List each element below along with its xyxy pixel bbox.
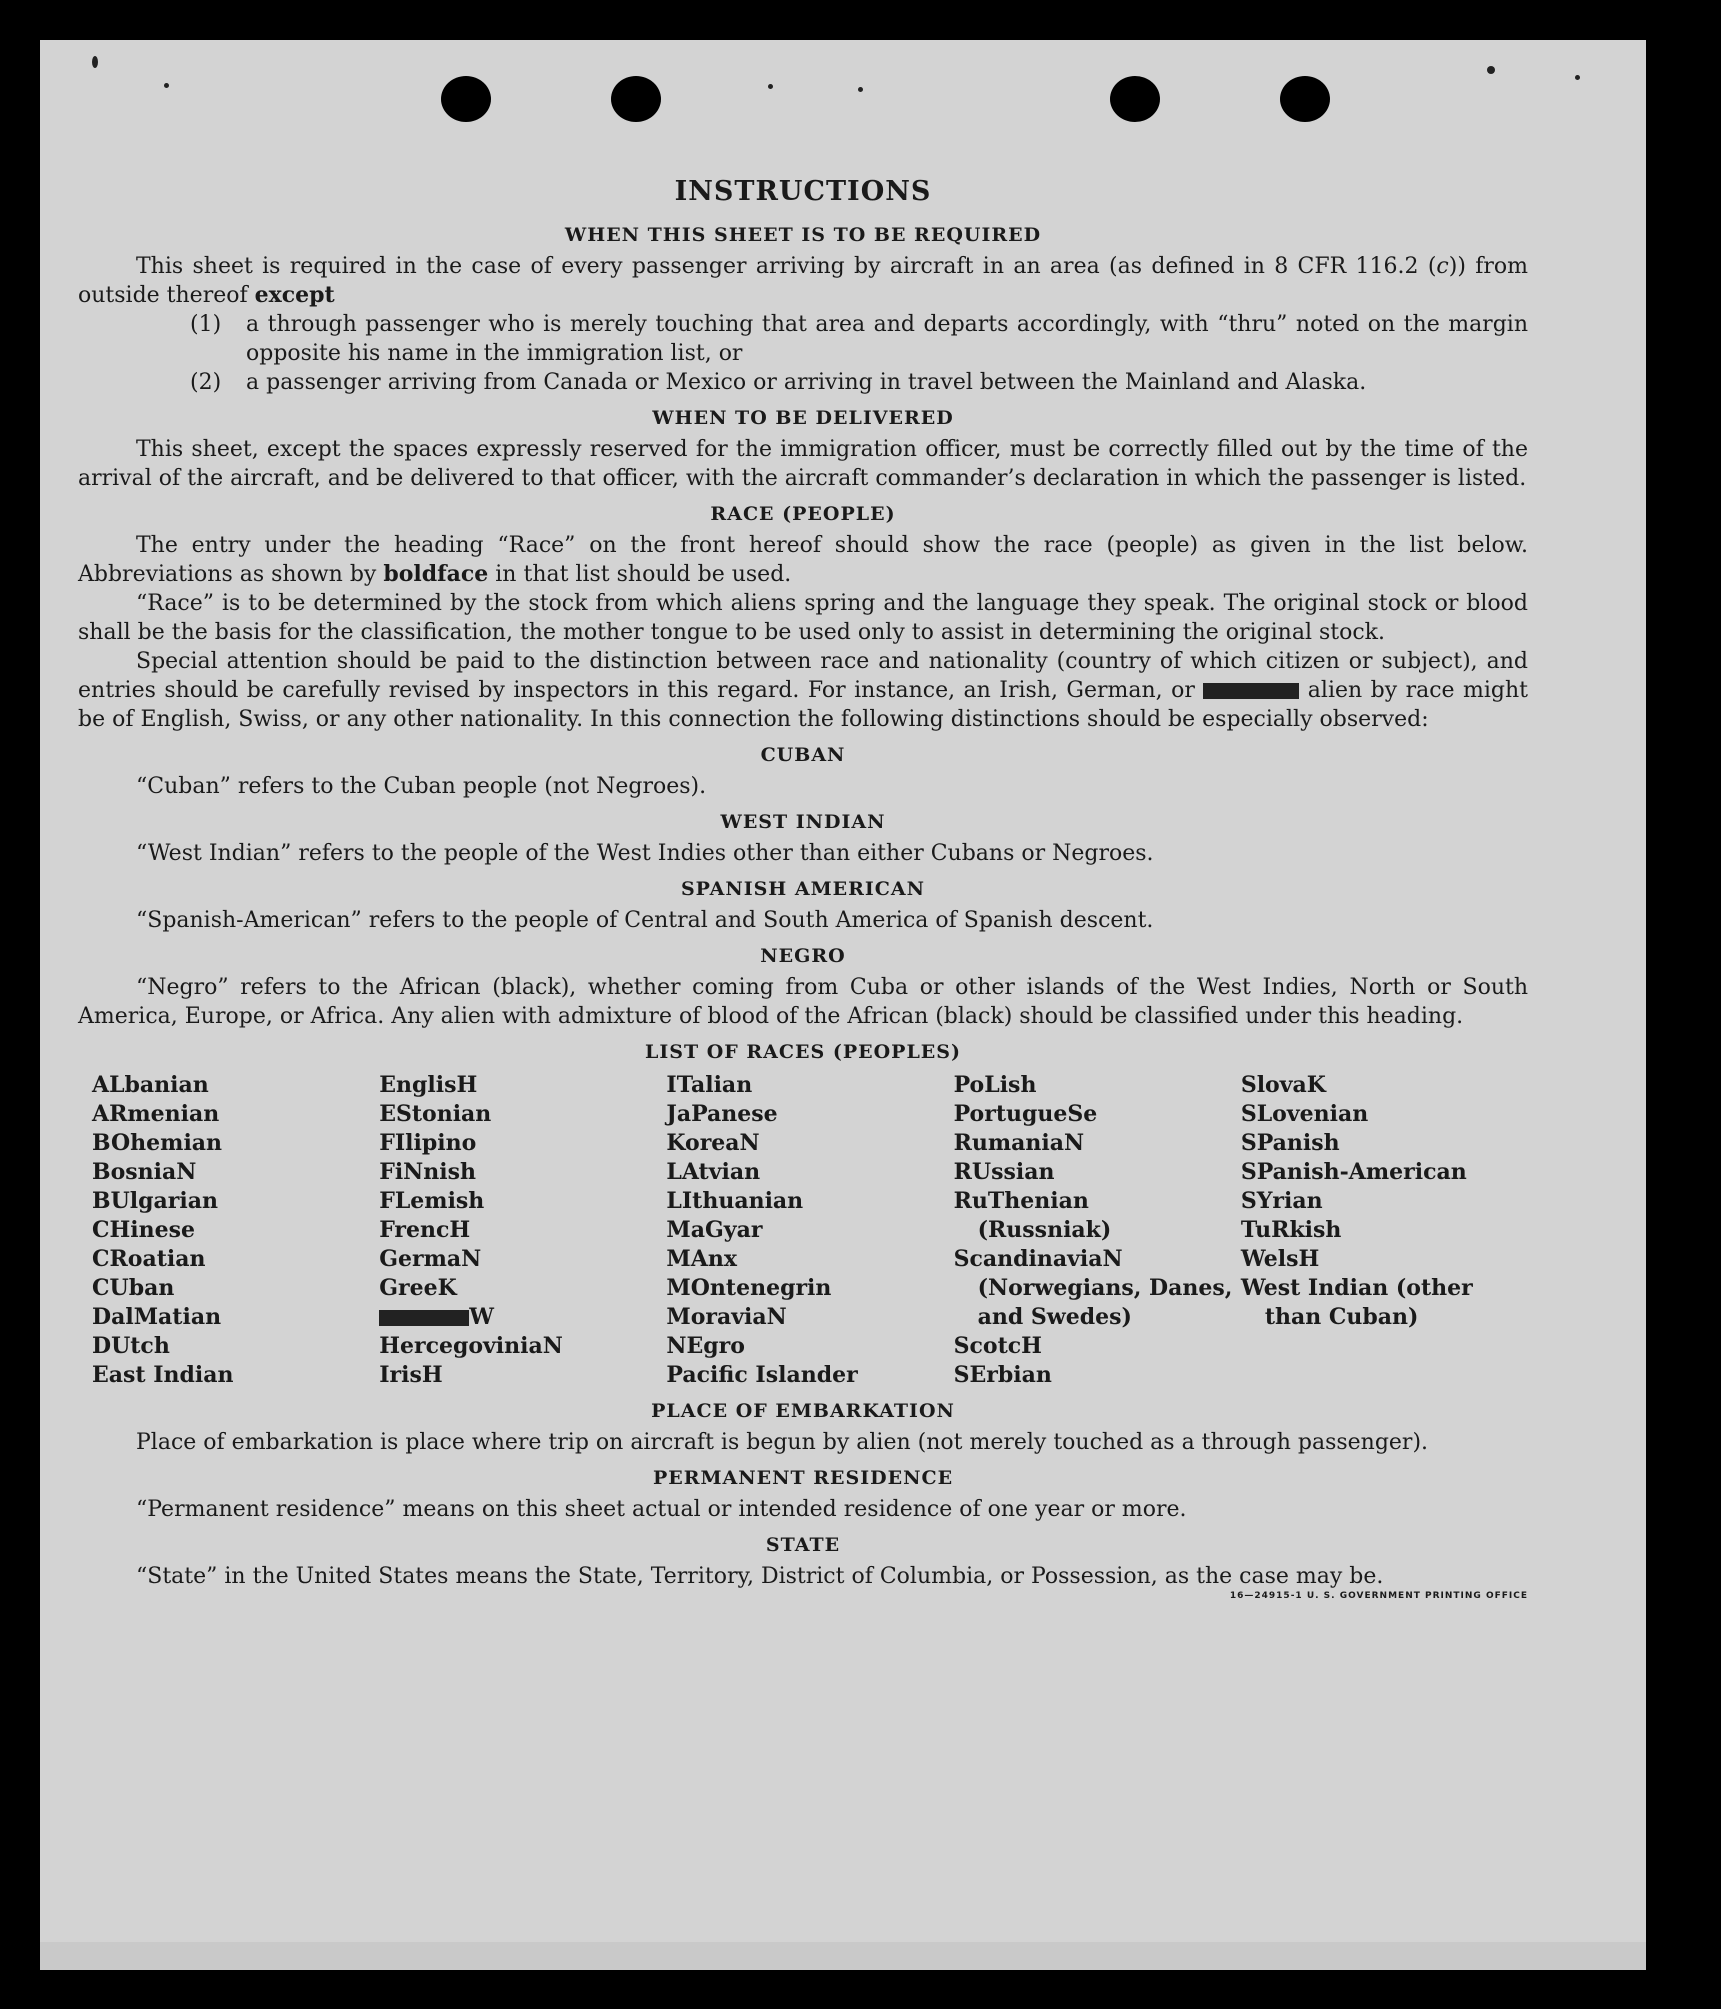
race-entry: RumaniaN: [953, 1130, 1085, 1156]
section-heading-delivered: WHEN TO BE DELIVERED: [652, 407, 954, 429]
race-entry: RUssian: [953, 1159, 1055, 1185]
section-heading-residence: PERMANENT RESIDENCE: [652, 1467, 954, 1489]
race-entry: SlovaK: [1240, 1072, 1326, 1098]
race-entry: JaPanese: [666, 1101, 778, 1127]
race-entry: WelsH: [1240, 1246, 1320, 1272]
race-text: Special attention should be paid to the distinction between race and nationality (country of which citizen or subject), and entries should be carefully revised by inspectors in this regard. For instance, an Irish, German, or: [78, 649, 1528, 703]
redaction-mark: [379, 1310, 469, 1326]
item-text: a passenger arriving from Canada or Mexico or arriving in travel between the Mainland and Alaska.: [246, 370, 1367, 395]
race-entry: DUtch: [92, 1333, 170, 1359]
race-entry: CHinese: [92, 1217, 196, 1243]
race-entry: MoraviaN: [666, 1304, 787, 1330]
race-entry: DalMatian: [92, 1304, 222, 1330]
item-text: a through passenger who is merely touching that area and departs accordingly, with “thru” noted on the margin opposite his name in the immigration list, or: [246, 312, 1528, 366]
intro-italic: c: [1436, 254, 1449, 279]
race-paragraph: “Race” is to be determined by the stock from which aliens spring and the language they speak. The original stock or blood shall be the basis for the classification, the mother tongue to be used only to assist in determining the original stock.: [78, 591, 1528, 645]
race-entry: FIlipino: [379, 1130, 477, 1156]
ink-speck: [92, 56, 98, 68]
race-entry: BosniaN: [92, 1159, 197, 1185]
section-heading-spanish-american: SPANISH AMERICAN: [680, 878, 926, 900]
race-entry: TuRkish: [1240, 1217, 1342, 1243]
race-text: in that list should be used.: [488, 562, 792, 587]
race-entry: FrencH: [379, 1217, 471, 1243]
race-entry: EStonian: [379, 1101, 492, 1127]
race-entry: KoreaN: [666, 1130, 760, 1156]
intro-text: This sheet is required in the case of every passenger arriving by aircraft in an area (as defined in 8 CFR 116.2 (: [136, 254, 1437, 279]
required-item: [78, 310, 1528, 368]
section-heading-cuban: CUBAN: [760, 744, 846, 766]
delivered-text: This sheet, except the spaces expressly reserved for the immigration officer, must be correctly filled out by the time of the arrival of the aircraft, and be delivered to that officer, with the aircraft commander’s declaration in which the passenger is listed.: [78, 437, 1528, 491]
race-paragraph: [78, 647, 1528, 734]
section-heading-race: RACE (PEOPLE): [710, 503, 896, 525]
state-text: “State” in the United States means the State, Territory, District of Columbia, or Possession, as the case may be.: [136, 1564, 1384, 1589]
race-entry: SPanish-American: [1240, 1159, 1467, 1185]
race-entry: FiNnish: [379, 1159, 477, 1185]
document-body: [78, 170, 1528, 1601]
race-entry: BOhemian: [92, 1130, 223, 1156]
race-column: [666, 1071, 953, 1390]
required-item: [78, 368, 1528, 397]
section-heading-west-indian: WEST INDIAN: [720, 811, 886, 833]
race-entry: ITalian: [666, 1072, 753, 1098]
section-heading-races: LIST OF RACES (PEOPLES): [645, 1041, 961, 1063]
section-heading-state: STATE: [765, 1534, 841, 1556]
race-entry: IrisH: [379, 1362, 443, 1388]
race-text: alien by race might be of English, Swiss, or any other nationality. In this connection the following distinctions should be especially observed:: [78, 678, 1528, 732]
race-entry: SErbian: [953, 1362, 1052, 1388]
race-text: The entry under the heading “Race” on the front hereof should show the race (people) as given in the list below. Abbreviations as shown by: [78, 533, 1528, 587]
race-entry: CUban: [92, 1275, 175, 1301]
race-entry: GermaN: [379, 1246, 482, 1272]
race-entry: MOntenegrin: [666, 1275, 832, 1301]
race-entry: East Indian: [92, 1362, 234, 1388]
intro-except: except: [254, 282, 335, 308]
required-intro: [78, 252, 1528, 310]
race-column: [92, 1071, 379, 1390]
race-entry: LAtvian: [666, 1159, 761, 1185]
punch-hole: [1280, 76, 1330, 122]
page-title: INSTRUCTIONS: [674, 176, 932, 207]
ink-speck: [164, 83, 169, 88]
race-entry: West Indian (other than Cuban): [1240, 1275, 1473, 1330]
race-boldface: boldface: [383, 561, 489, 587]
intro-text: )) from outside thereof: [78, 254, 1528, 308]
race-entry: FLemish: [379, 1188, 485, 1214]
race-entry: GreeK: [379, 1275, 457, 1301]
punch-hole: [1110, 76, 1160, 122]
spanish-american-text: “Spanish-American” refers to the people of Central and South America of Spanish descent.: [136, 908, 1154, 933]
footer: [78, 1591, 1528, 1601]
ink-speck: [1487, 66, 1495, 74]
race-entry: NEgro: [666, 1333, 745, 1359]
race-paragraph: [78, 531, 1528, 589]
race-entry: ALbanian: [92, 1072, 209, 1098]
cuban-text: “Cuban” refers to the Cuban people (not Negroes).: [136, 774, 707, 799]
race-entry: ScandinaviaN (Norwegians, Danes, and Swedes): [953, 1246, 1233, 1330]
race-list: [78, 1071, 1528, 1390]
race-entry: LIthuanian: [666, 1188, 804, 1214]
punch-hole: [441, 76, 491, 122]
race-entry: HercegoviniaN: [379, 1333, 563, 1359]
embarkation-text: Place of embarkation is place where trip on aircraft is begun by alien (not merely touched as a through passenger).: [136, 1430, 1429, 1455]
section-heading-embarkation: PLACE OF EMBARKATION: [651, 1400, 955, 1422]
item-number: (2): [190, 370, 222, 395]
document-sheet: [40, 40, 1646, 1970]
punch-hole: [611, 76, 661, 122]
item-number: (1): [190, 312, 222, 337]
race-entry: CRoatian: [92, 1246, 206, 1272]
ink-speck: [768, 84, 773, 89]
race-entry: SLovenian: [1240, 1101, 1369, 1127]
race-entry: ARmenian: [92, 1101, 220, 1127]
race-column: [954, 1071, 1241, 1390]
race-entry: PoLish: [953, 1072, 1037, 1098]
race-entry: SYrian: [1240, 1188, 1323, 1214]
race-entry: BUlgarian: [92, 1188, 218, 1214]
ink-speck: [1575, 75, 1580, 80]
west-indian-text: “West Indian” refers to the people of the West Indies other than either Cubans or Negroes.: [136, 841, 1154, 866]
negro-text: “Negro” refers to the African (black), whether coming from Cuba or other islands of the West Indies, North or South America, Europe, or Africa. Any alien with admixture of blood of the African (black) should be classified under this heading.: [78, 975, 1528, 1029]
printer-imprint: 16—24915-1 U. S. GOVERNMENT PRINTING OFFICE: [1229, 1591, 1528, 1601]
race-entry-tail: W: [469, 1304, 494, 1330]
race-entry-redacted: [379, 1303, 666, 1332]
race-entry: EnglisH: [379, 1072, 478, 1098]
ink-speck: [858, 87, 863, 92]
race-entry: MAnx: [666, 1246, 737, 1272]
race-column: [1241, 1071, 1528, 1390]
section-heading-required: WHEN THIS SHEET IS TO BE REQUIRED: [564, 224, 1042, 246]
race-column: [379, 1071, 666, 1390]
race-entry: Pacific Islander: [666, 1362, 858, 1388]
race-entry: RuThenian (Russniak): [953, 1188, 1112, 1243]
residence-text: “Permanent residence” means on this sheet actual or intended residence of one year or more.: [136, 1497, 1187, 1522]
race-entry: ScotcH: [953, 1333, 1042, 1359]
redaction-mark: [1203, 683, 1299, 699]
section-heading-negro: NEGRO: [760, 945, 846, 967]
race-entry: MaGyar: [666, 1217, 763, 1243]
race-entry: SPanish: [1240, 1130, 1340, 1156]
race-entry: PortugueSe: [953, 1101, 1098, 1127]
